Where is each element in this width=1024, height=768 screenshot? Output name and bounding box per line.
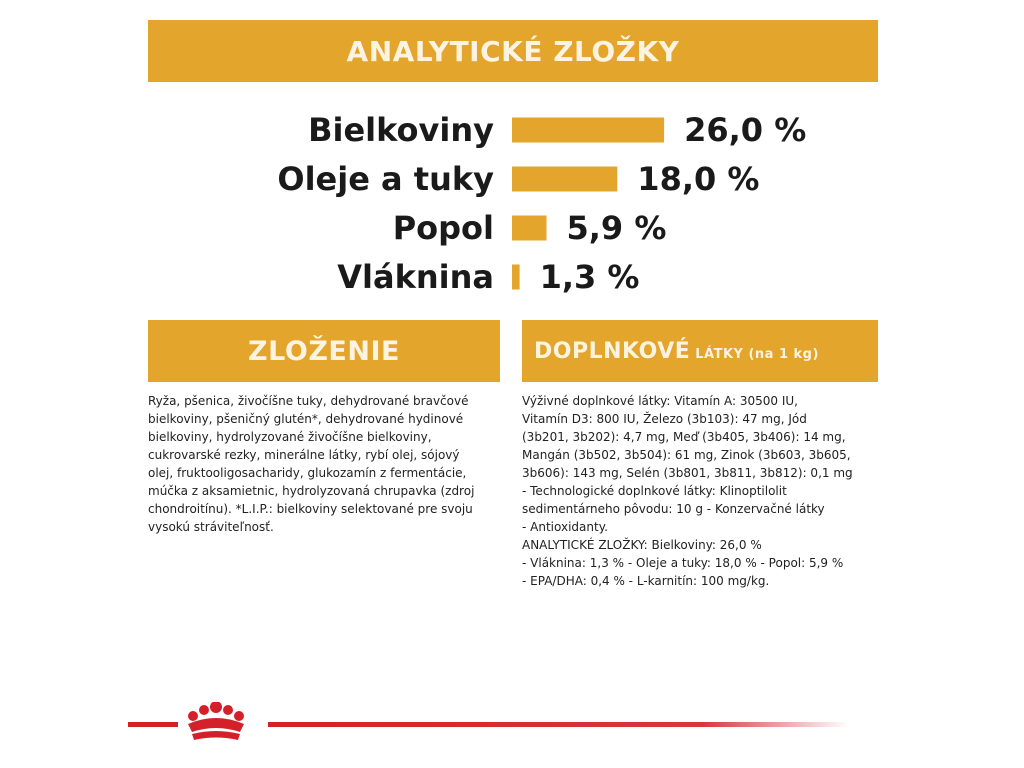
additives-line: - EPA/DHA: 0,4 % - L-karnitín: 100 mg/kg.	[522, 574, 770, 588]
composition-banner	[148, 320, 500, 382]
category-label: Vláknina	[337, 258, 494, 296]
composition-line: chondroitínu). *L.I.P.: bielkoviny selektované pre svoju	[148, 502, 473, 516]
crown-icon	[188, 702, 244, 740]
composition-line: múčka z aksamietnic, hydrolyzovaná chrupavka (zdroj	[148, 484, 475, 498]
analytical-components-chart	[0, 100, 1024, 310]
category-label: Oleje a tuky	[277, 160, 494, 198]
additives-line: (3b201, 3b202): 4,7 mg, Meď (3b405, 3b406): 14 mg,	[522, 430, 846, 444]
composition-title: ZLOŽENIE	[248, 335, 400, 367]
bar	[512, 118, 664, 143]
category-label: Bielkoviny	[308, 111, 494, 149]
footer-brand-strip	[128, 702, 848, 742]
additives-line: 3b606): 143 mg, Selén (3b801, 3b811, 3b812): 0,1 mg	[522, 466, 853, 480]
value-label: 5,9 %	[566, 209, 667, 247]
value-label: 26,0 %	[684, 111, 807, 149]
additives-line: - Vláknina: 1,3 % - Oleje a tuky: 18,0 % - Popol: 5,9 %	[522, 556, 844, 570]
composition-text	[148, 392, 500, 536]
additives-title-small: LÁTKY (na 1 kg)	[695, 346, 819, 362]
additives-line: sedimentárneho pôvodu: 10 g - Konzervačné látky	[522, 502, 825, 516]
additives-text	[522, 392, 882, 590]
footer-line-right	[268, 722, 848, 727]
value-label: 18,0 %	[637, 160, 760, 198]
composition-line: bielkoviny, pšeničný glutén*, dehydrované hydinové	[148, 412, 464, 426]
additives-line: ANALYTICKÉ ZLOŽKY: Bielkoviny: 26,0 %	[522, 538, 762, 552]
additives-banner	[522, 320, 878, 382]
analytical-components-title: ANALYTICKÉ ZLOŽKY	[346, 34, 680, 68]
composition-line: vysokú stráviteľnosť.	[148, 520, 274, 534]
composition-line: olej, fruktooligosacharidy, glukozamín z fermentácie,	[148, 466, 467, 480]
category-label: Popol	[392, 209, 494, 247]
additives-line: Mangán (3b502, 3b504): 61 mg, Zinok (3b603, 3b605,	[522, 448, 851, 462]
composition-line: cukrovarské rezky, minerálne látky, rybí olej, sójový	[148, 448, 460, 462]
bar	[512, 265, 520, 290]
additives-line: Vitamín D3: 800 IU, Železo (3b103): 47 mg, Jód	[522, 412, 807, 426]
additives-title-main: DOPLNKOVÉ	[534, 338, 691, 364]
additives-line: - Technologické doplnkové látky: Klinoptilolit	[522, 484, 787, 498]
additives-line: Výživné doplnkové látky: Vitamín A: 30500 IU,	[522, 394, 798, 408]
composition-line: bielkoviny, hydrolyzované živočíšne bielkoviny,	[148, 430, 432, 444]
composition-line: Ryža, pšenica, živočíšne tuky, dehydrované bravčové	[148, 394, 469, 408]
bar	[512, 216, 547, 241]
footer-line-left	[128, 722, 178, 727]
bar	[512, 167, 617, 192]
value-label: 1,3 %	[539, 258, 640, 296]
analytical-components-banner	[148, 20, 878, 82]
additives-line: - Antioxidanty.	[522, 520, 608, 534]
